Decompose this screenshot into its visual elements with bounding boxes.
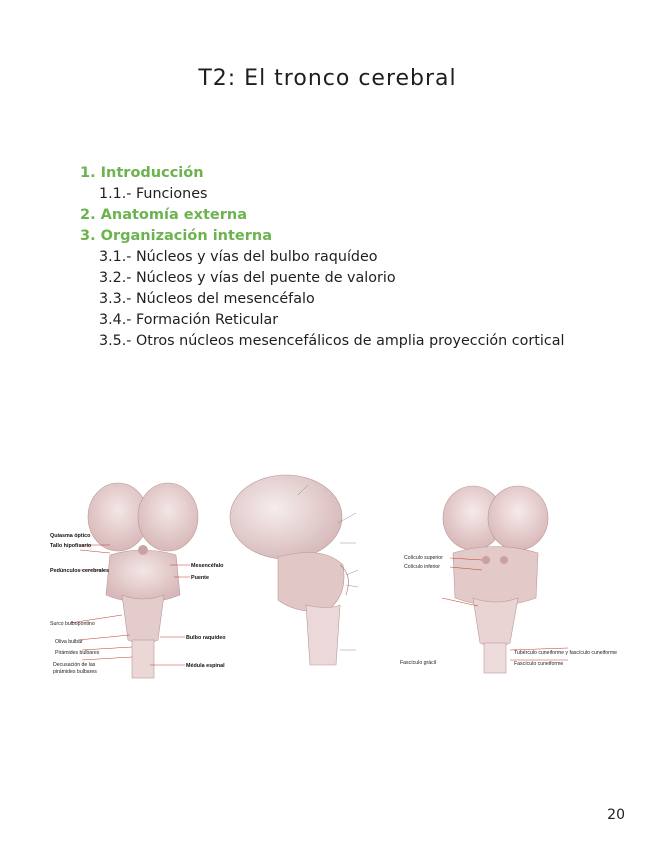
label-decusacion-1: Decusación de las [53,662,96,668]
label-tallo: Tallo hipofisario [50,543,92,549]
label-oliva: Oliva bulbar [55,639,83,645]
label-pedunculos: Pedúnculos cerebrales [50,568,110,574]
label-col-sup: Colículo superior [404,555,443,561]
label-puente: Puente [191,575,209,581]
label-quiasma: Quiasma óptico [50,533,91,539]
page-number: 20 [607,807,625,823]
label-grac: Fascículo grácil [400,660,437,666]
label-medula: Médula espinal [186,663,225,669]
toc-section-1: 1. Introducción [80,165,204,181]
label-surco: Surco bulbopontino [50,621,95,627]
label-mesencefalo: Mesencéfalo [191,563,224,569]
table-of-contents [80,163,564,352]
brainstem-ventral-figure [50,475,230,680]
label-fasciculo: Fascículo cuneiforme [514,661,564,667]
brainstem-dorsal-illustration [398,478,618,676]
toc-item-3-3: 3.3.- Núcleos del mesencéfalo [99,291,315,307]
toc-item-3-1: 3.1.- Núcleos y vías del bulbo raquídeo [99,249,378,265]
brainstem-lateral-figure [228,465,388,675]
label-bulbo: Bulbo raquídeo [186,635,226,641]
brainstem-lateral-illustration [228,465,388,675]
brainstem-ventral-illustration [50,475,230,680]
label-decusacion-2: pirámides bulbares [53,669,97,675]
toc-item-1-1: 1.1.- Funciones [99,186,208,202]
page-title: T2: El tronco cerebral [198,66,457,91]
label-piramides: Pirámides bulbares [55,650,100,656]
toc-item-3-4: 3.4.- Formación Reticular [99,312,279,328]
toc-section-3: 3. Organización interna [80,228,273,244]
toc-section-2: 2. Anatomía externa [80,207,247,223]
toc-item-3-2: 3.2.- Núcleos y vías del puente de valorio [99,270,396,286]
label-tuberculo: Tubérculo cuneiforme y fascículo cuneiforme [514,650,618,656]
brainstem-dorsal-figure [398,478,618,676]
toc-item-3-5: 3.5.- Otros núcleos mesencefálicos de amplia proyección cortical [99,333,565,349]
label-col-inf: Colículo inferior [404,564,441,570]
